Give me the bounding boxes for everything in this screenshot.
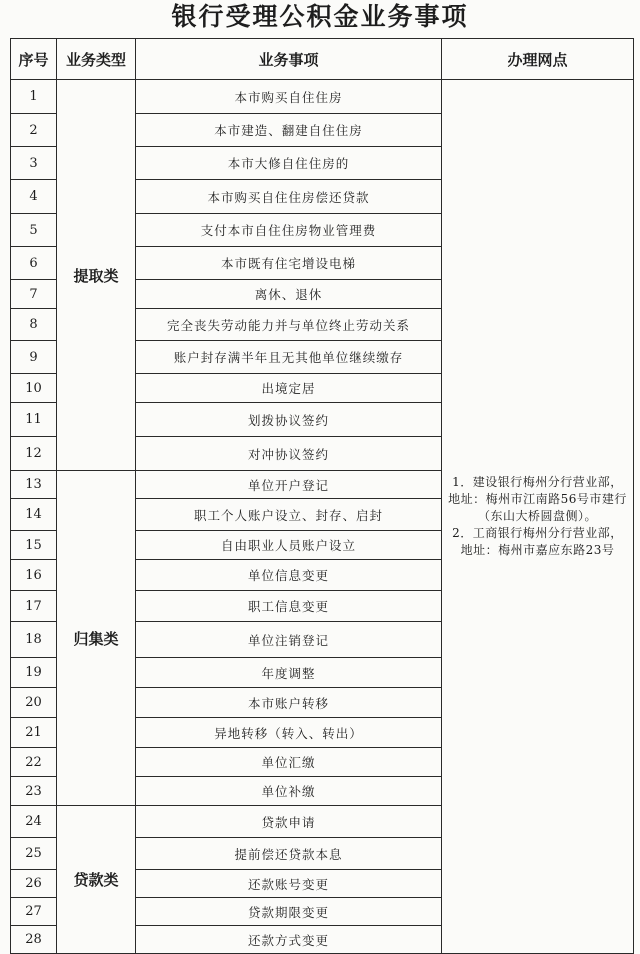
row-item: 还款方式变更 bbox=[136, 926, 442, 954]
row-item: 本市建造、翻建自住住房 bbox=[136, 114, 442, 147]
business-table bbox=[10, 38, 634, 954]
row-number: 12 bbox=[11, 437, 57, 471]
row-number: 7 bbox=[11, 280, 57, 309]
row-item: 职工信息变更 bbox=[136, 591, 442, 622]
row-number: 27 bbox=[11, 898, 57, 926]
row-number: 10 bbox=[11, 374, 57, 403]
row-number: 8 bbox=[11, 309, 57, 341]
row-item: 出境定居 bbox=[136, 374, 442, 403]
row-item: 本市购买自住住房偿还贷款 bbox=[136, 180, 442, 214]
row-number: 4 bbox=[11, 180, 57, 214]
row-item: 对冲协议签约 bbox=[136, 437, 442, 471]
row-number: 24 bbox=[11, 806, 57, 838]
outlet-line: 地址：梅州市嘉应东路23号 bbox=[460, 543, 615, 557]
row-number: 20 bbox=[11, 688, 57, 718]
row-item: 完全丧失劳动能力并与单位终止劳动关系 bbox=[136, 309, 442, 341]
header-type: 业务类型 bbox=[57, 39, 136, 80]
row-item: 职工个人账户设立、封存、启封 bbox=[136, 499, 442, 531]
row-number: 16 bbox=[11, 560, 57, 591]
row-item: 本市既有住宅增设电梯 bbox=[136, 247, 442, 280]
row-item: 年度调整 bbox=[136, 658, 442, 688]
row-item: 支付本市自住住房物业管理费 bbox=[136, 214, 442, 247]
row-number: 9 bbox=[11, 341, 57, 374]
row-item: 贷款申请 bbox=[136, 806, 442, 838]
row-number: 22 bbox=[11, 748, 57, 777]
outlet-info bbox=[442, 80, 634, 954]
row-number: 1 bbox=[11, 80, 57, 114]
row-number: 19 bbox=[11, 658, 57, 688]
outlet-line: 地址：梅州市江南路56号市建行（东山大桥圆盘侧）。 bbox=[448, 492, 627, 523]
row-item: 还款账号变更 bbox=[136, 870, 442, 898]
header-item: 业务事项 bbox=[136, 39, 442, 80]
row-item: 单位补缴 bbox=[136, 777, 442, 806]
row-number: 26 bbox=[11, 870, 57, 898]
header-outlet: 办理网点 bbox=[442, 39, 634, 80]
row-item: 异地转移（转入、转出） bbox=[136, 718, 442, 748]
row-number: 11 bbox=[11, 403, 57, 437]
outlet-line: 2．工商银行梅州分行营业部， bbox=[452, 526, 623, 540]
row-item: 本市购买自住住房 bbox=[136, 80, 442, 114]
row-item: 提前偿还贷款本息 bbox=[136, 838, 442, 870]
category-collection: 归集类 bbox=[57, 471, 136, 806]
row-number: 25 bbox=[11, 838, 57, 870]
row-item: 单位汇缴 bbox=[136, 748, 442, 777]
header-row bbox=[11, 39, 634, 80]
row-number: 2 bbox=[11, 114, 57, 147]
row-number: 28 bbox=[11, 926, 57, 954]
table-row bbox=[11, 80, 634, 114]
row-item: 单位注销登记 bbox=[136, 622, 442, 658]
row-item: 本市大修自住住房的 bbox=[136, 147, 442, 180]
row-item: 单位信息变更 bbox=[136, 560, 442, 591]
row-item: 自由职业人员账户设立 bbox=[136, 531, 442, 560]
row-item: 离休、退休 bbox=[136, 280, 442, 309]
row-number: 21 bbox=[11, 718, 57, 748]
row-number: 6 bbox=[11, 247, 57, 280]
row-number: 23 bbox=[11, 777, 57, 806]
row-number: 18 bbox=[11, 622, 57, 658]
row-item: 本市账户转移 bbox=[136, 688, 442, 718]
document-title: 银行受理公积金业务事项 bbox=[171, 2, 469, 31]
row-number: 3 bbox=[11, 147, 57, 180]
row-item: 单位开户登记 bbox=[136, 471, 442, 499]
row-number: 13 bbox=[11, 471, 57, 499]
outlet-line: 1．建设银行梅州分行营业部， bbox=[452, 475, 623, 489]
row-number: 5 bbox=[11, 214, 57, 247]
category-loan: 贷款类 bbox=[57, 806, 136, 954]
header-seq: 序号 bbox=[11, 39, 57, 80]
row-item: 贷款期限变更 bbox=[136, 898, 442, 926]
row-item: 划拨协议签约 bbox=[136, 403, 442, 437]
row-number: 17 bbox=[11, 591, 57, 622]
row-item: 账户封存满半年且无其他单位继续缴存 bbox=[136, 341, 442, 374]
row-number: 15 bbox=[11, 531, 57, 560]
row-number: 14 bbox=[11, 499, 57, 531]
category-withdrawal: 提取类 bbox=[57, 80, 136, 471]
